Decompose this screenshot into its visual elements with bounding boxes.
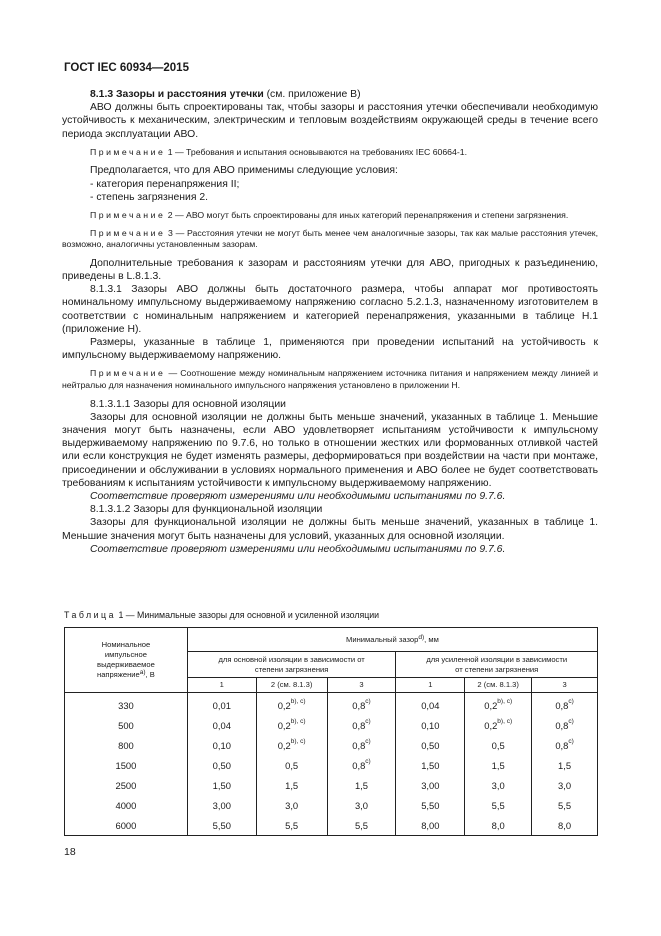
paragraph: 8.1.3.1 Зазоры АВО должны быть достаточного размера, чтобы аппарат мог противостоять номинальному импульсному выдерживаемому напряжению согласно 5.2.1.3, назначенному изготовителем в соответствии с номинальным напряжением и категорией перенапряжения, указанными в таблице Н.1 (приложение Н). [62, 284, 598, 335]
voltage-cell: 2500 [65, 775, 188, 795]
paragraph: Предполагается, что для АВО применимы следующие условия: [90, 165, 398, 177]
clearance-cell: $0,2^{b), c)}$ [465, 693, 532, 716]
clearance-cell: 8,0 [465, 815, 532, 836]
header-pollution-degree: 1 [187, 678, 256, 693]
clearance-cell: $0,2^{b), c)}$ [256, 693, 327, 716]
clearance-cell: 5,50 [187, 815, 256, 836]
clearance-cell: 1,50 [187, 775, 256, 795]
clearance-cell: 3,0 [327, 795, 396, 815]
section-title-number: 8.1.3 Зазоры и расстояния утечки [90, 89, 264, 100]
clearance-cell: 3,0 [465, 775, 532, 795]
clearance-cell: 5,5 [256, 815, 327, 836]
paragraph: Размеры, указанные в таблице 1, применяются при проведении испытаний на устойчивость к импульсному выдерживаемому напряжению. [62, 337, 598, 362]
voltage-cell: 800 [65, 735, 188, 755]
section-title [90, 88, 598, 101]
compliance-text: Соответствие проверяют измерениями или необходимыми испытаниями по 9.7.6. [90, 543, 506, 555]
clearance-cell: 0,10 [396, 715, 465, 735]
clearance-cell: 0,8$^{c)}$ [327, 735, 396, 755]
note-4: Примечание — Соотношение между номинальным напряжением источника питания и напряжением между линией и нейтралью для назначения номинального импульсного напряжения установлено в приложении Н. [62, 368, 598, 391]
clearance-table [64, 627, 598, 836]
page-number: 18 [64, 846, 76, 858]
table-row [65, 755, 598, 775]
table-row [65, 795, 598, 815]
voltage-cell: 6000 [65, 815, 188, 836]
clearance-cell: 5,5 [465, 795, 532, 815]
subsection-title: 8.1.3.1.1 Зазоры для основной изоляции [90, 398, 286, 410]
header-pollution-degree: 1 [396, 678, 465, 693]
clearance-cell: 1,5 [532, 755, 598, 775]
voltage-cell: 4000 [65, 795, 188, 815]
voltage-cell: 500 [65, 715, 188, 735]
clearance-cell: $0,2^{b), c)}$ [465, 715, 532, 735]
section-8-1-3 [62, 88, 598, 556]
header-pollution-degree: 2 (см. 8.1.3) [465, 678, 532, 693]
paragraph: Зазоры для функциональной изоляции не должны быть меньше значений, указанных в таблице 1. Меньшие значения могут быть назначены для условий, указанных для основной изоляции. [62, 517, 598, 542]
table-caption: Таблица 1 — Минимальные зазоры для основной и усиленной изоляции [64, 610, 380, 620]
paragraph: АВО должны быть спроектированы так, чтобы зазоры и расстояния утечки обеспечивали необходимую устойчивость к механическим, электрическим и тепловым воздействиям окружающей среды в течение всего периода эксплуатации АВО. [62, 102, 598, 140]
document-header: ГОСТ IEC 60934—2015 [64, 62, 189, 74]
clearance-cell: 5,5 [327, 815, 396, 836]
condition-item: - степень загрязнения 2. [90, 191, 209, 203]
clearance-cell: 1,5 [327, 775, 396, 795]
clearance-cell: $0,2^{b), c)}$ [256, 735, 327, 755]
header-pollution-degree: 2 (см. 8.1.3) [256, 678, 327, 693]
clearance-cell: 1,50 [396, 755, 465, 775]
clearance-cell: 3,00 [396, 775, 465, 795]
condition-item: - категория перенапряжения II; [90, 178, 240, 190]
compliance-text: Соответствие проверяют измерениями или необходимыми испытаниями по 9.7.6. [90, 491, 506, 503]
clearance-cell: 3,0 [256, 795, 327, 815]
note-3: Примечание 3 — Расстояния утечки не могут быть менее чем аналогичные зазоры, так как малые расстояния утечек, возможно, аналогичны установленным зазорам. [62, 227, 598, 250]
header-basic-insulation: для основной изоляции в зависимости от степени загрязнения [187, 652, 396, 678]
voltage-cell: 1500 [65, 755, 188, 775]
clearance-cell: 0,10 [187, 735, 256, 755]
clearance-cell: 0,8$^{c)}$ [327, 755, 396, 775]
clearance-cell: 0,01 [187, 693, 256, 716]
header-voltage: Номинальное импульсное выдерживаемое напряжение$^{a)}$, В [65, 628, 188, 693]
section-title-ref: (см. приложение В) [263, 89, 361, 100]
clearance-cell: 0,8$^{c)}$ [327, 693, 396, 716]
clearance-cell: 0,50 [396, 735, 465, 755]
header-pollution-degree: 3 [327, 678, 396, 693]
header-reinforced-insulation: для усиленной изоляции в зависимости от степени загрязнения [396, 652, 598, 678]
header-min-clearance: Минимальный зазор$^{d)}$, мм [187, 628, 597, 652]
clearance-cell: $0,2^{b), c)}$ [256, 715, 327, 735]
clearance-cell: 5,5 [532, 795, 598, 815]
subsection-title: 8.1.3.1.2 Зазоры для функциональной изоляции [90, 504, 323, 516]
clearance-cell: 3,0 [532, 775, 598, 795]
table-row [65, 775, 598, 795]
voltage-cell: 330 [65, 693, 188, 716]
clearance-cell: 0,04 [187, 715, 256, 735]
clearance-cell: 0,50 [187, 755, 256, 775]
clearance-cell: 0,8$^{c)}$ [532, 693, 598, 716]
table-row [65, 693, 598, 716]
clearance-cell: 0,5 [465, 735, 532, 755]
clearance-cell: 0,8$^{c)}$ [532, 735, 598, 755]
header-pollution-degree: 3 [532, 678, 598, 693]
clearance-cell: 0,5 [256, 755, 327, 775]
clearance-cell: 0,8$^{c)}$ [532, 715, 598, 735]
note-1: Примечание 1 — Требования и испытания основываются на требованиях IEC 60664-1. [90, 146, 467, 157]
table-row [65, 715, 598, 735]
paragraph: Зазоры для основной изоляции не должны быть меньше значений, указанных в таблице 1. Меньшие значения могут быть назначены, если АВО удовлетворяет испытаниям устойчивости к импульсному выдерживаемому напряжению по 9.7.6, но только в отношении жестких или формованных отливкой частей или если конструкция не будет изменять размеры, деформироваться при воздействии на части при монтаже, присоединении и обслуживании в условиях нормального применения и АВО более не будет соответствовать требованиям к испытаниям устойчивости к импульсному выдерживаемому напряжению. [62, 411, 598, 489]
table-row [65, 735, 598, 755]
clearance-cell: 0,8$^{c)}$ [327, 715, 396, 735]
note-2: Примечание 2 — АВО могут быть спроектированы для иных категорий перенапряжения и степени загрязнения. [90, 210, 569, 221]
clearance-cell: 8,0 [532, 815, 598, 836]
clearance-cell: 5,50 [396, 795, 465, 815]
clearance-cell: 0,04 [396, 693, 465, 716]
clearance-cell: 3,00 [187, 795, 256, 815]
paragraph: Дополнительные требования к зазорам и расстояниям утечки для АВО, пригодных к разъединению, приведены в L.8.1.3. [62, 257, 598, 282]
table-row [65, 815, 598, 836]
clearance-cell: 1,5 [256, 775, 327, 795]
clearance-cell: 8,00 [396, 815, 465, 836]
clearance-cell: 1,5 [465, 755, 532, 775]
